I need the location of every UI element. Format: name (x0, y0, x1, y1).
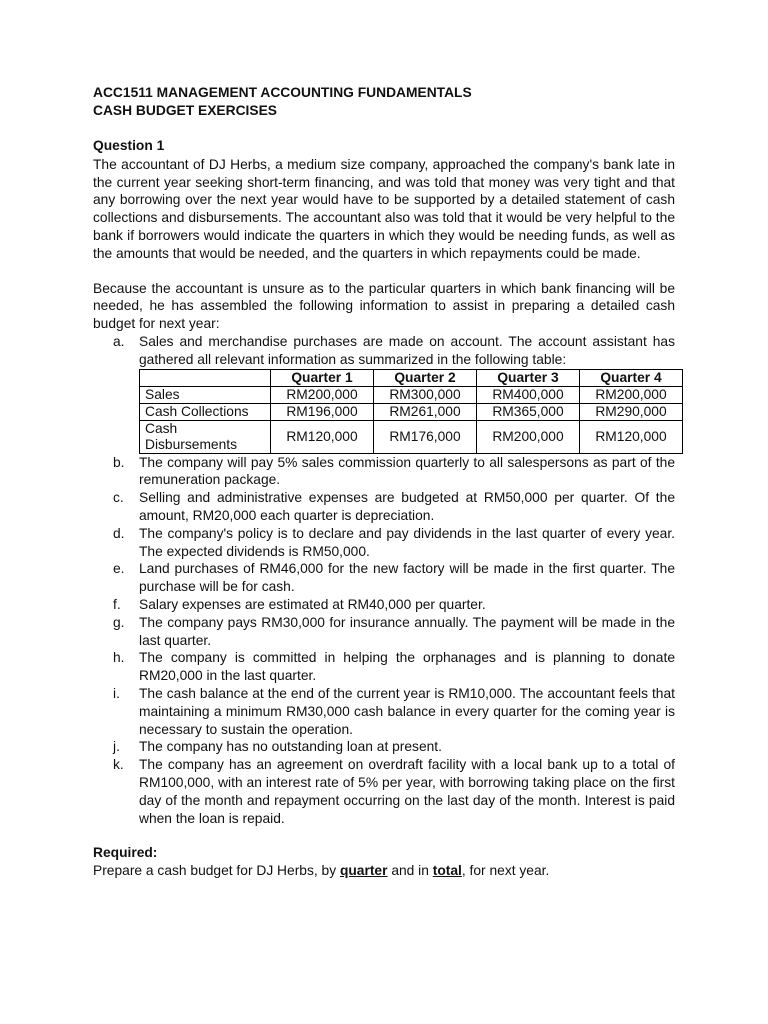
table-header-cell: Quarter 4 (580, 369, 683, 386)
item-label: b. (113, 454, 125, 470)
item-text: The company pays RM30,000 for insurance annually. The payment will be made in the last quarter. (139, 614, 675, 648)
table-header-cell: Quarter 2 (374, 369, 477, 386)
table-row (140, 420, 683, 453)
list-item-k (93, 756, 675, 827)
table-header-row (140, 369, 683, 386)
item-label: a. (113, 333, 125, 349)
table-cell: RM120,000 (580, 420, 683, 453)
list-item-c (93, 489, 675, 525)
item-label: e. (113, 561, 125, 577)
item-label: f. (113, 596, 121, 612)
required-text: Prepare a cash budget for DJ Herbs, by quarter and in total, for next year. (93, 863, 550, 879)
list-item-i (93, 685, 675, 738)
item-label: d. (113, 525, 125, 541)
item-label: j. (113, 739, 120, 755)
required-title: Required: (93, 845, 158, 861)
table-row (140, 403, 683, 420)
table-cell: RM200,000 (580, 386, 683, 403)
table-cell: RM200,000 (271, 386, 374, 403)
table-cell: RM300,000 (374, 386, 477, 403)
emphasis-total: total (432, 863, 462, 879)
item-label: h. (113, 650, 125, 666)
item-label: i. (113, 685, 120, 701)
table-header-cell: Quarter 3 (477, 369, 580, 386)
item-text: The company has no outstanding loan at present. (139, 739, 442, 755)
item-text: The company will pay 5% sales commission quarterly to all salespersons as part of the remuneration package. (139, 454, 675, 488)
table-header-cell (140, 369, 271, 386)
context-paragraph: Because the accountant is unsure as to the particular quarters in which bank financing will be needed, he has assembled the following information to assist in preparing a detailed cash budget for next year: (93, 280, 675, 332)
list-item-h (93, 649, 675, 685)
item-text: The cash balance at the end of the current year is RM10,000. The accountant feels that maintaining a minimum RM30,000 cash balance in every quarter for the coming year is necessary to sustain the operation. (139, 685, 675, 737)
table-row (140, 386, 683, 403)
list-item-a (93, 333, 675, 369)
item-text: The company is committed in helping the orphanages and is planning to donate RM20,000 in the last quarter. (139, 650, 675, 684)
table-cell: RM196,000 (271, 403, 374, 420)
item-label: k. (113, 757, 124, 773)
question-title: Question 1 (93, 138, 165, 153)
item-text: Land purchases of RM46,000 for the new factory will be made in the first quarter. The purchase will be for cash. (139, 561, 675, 595)
table-cell: Cash Disbursements (140, 420, 271, 453)
list-item-j (93, 738, 675, 756)
exercise-title: CASH BUDGET EXERCISES (93, 103, 277, 118)
table-cell: RM400,000 (477, 386, 580, 403)
table-cell: RM261,000 (374, 403, 477, 420)
table-header-cell: Quarter 1 (271, 369, 374, 386)
document-page (93, 84, 675, 880)
list-item-f (93, 596, 675, 614)
table-cell: RM365,000 (477, 403, 580, 420)
item-text: Selling and administrative expenses are budgeted at RM50,000 per quarter. Of the amount, RM20,000 each quarter is depreciation. (139, 490, 675, 523)
emphasis-quarter: quarter (339, 863, 388, 879)
table-cell: RM290,000 (580, 403, 683, 420)
list-item-e (93, 560, 675, 596)
sales-table (139, 369, 683, 454)
course-title: ACC1511 MANAGEMENT ACCOUNTING FUNDAMENTALS (93, 85, 472, 100)
item-text: Sales and merchandise purchases are made on account. The account assistant has gathered all relevant information as summarized in the following table: (139, 333, 675, 367)
table-cell: Cash Collections (140, 403, 271, 420)
list-item-d (93, 525, 675, 561)
table-cell: RM176,000 (374, 420, 477, 453)
item-label: c. (113, 490, 124, 506)
item-label: g. (113, 614, 125, 630)
item-text: Salary expenses are estimated at RM40,000 per quarter. (139, 596, 486, 612)
item-text: The company has an agreement on overdraft facility with a local bank up to a total of RM100,000, with an interest rate of 5% per year, with borrowing taking place on the first day of the month and repayment occurring on the last day of the month. Interest is paid when the loan is repaid. (139, 757, 675, 826)
item-text: The company's policy is to declare and pay dividends in the last quarter of every year. The expected dividends is RM50,000. (139, 525, 675, 559)
intro-paragraph: The accountant of DJ Herbs, a medium size company, approached the company's bank late in the current year seeking short-term financing, and was told that money was very tight and that any borrowing over the next year would have to be supported by a detailed statement of cash collections and disbursements. The accountant also was told that it would be very helpful to the bank if borrowers would indicate the quarters in which they would be needing funds, as well as the amounts that would be needed, and the quarters in which repayments could be made. (93, 156, 675, 261)
list-item-g (93, 614, 675, 650)
table-cell: RM200,000 (477, 420, 580, 453)
table-cell: Sales (140, 386, 271, 403)
list-item-b (93, 454, 675, 490)
table-cell: RM120,000 (271, 420, 374, 453)
